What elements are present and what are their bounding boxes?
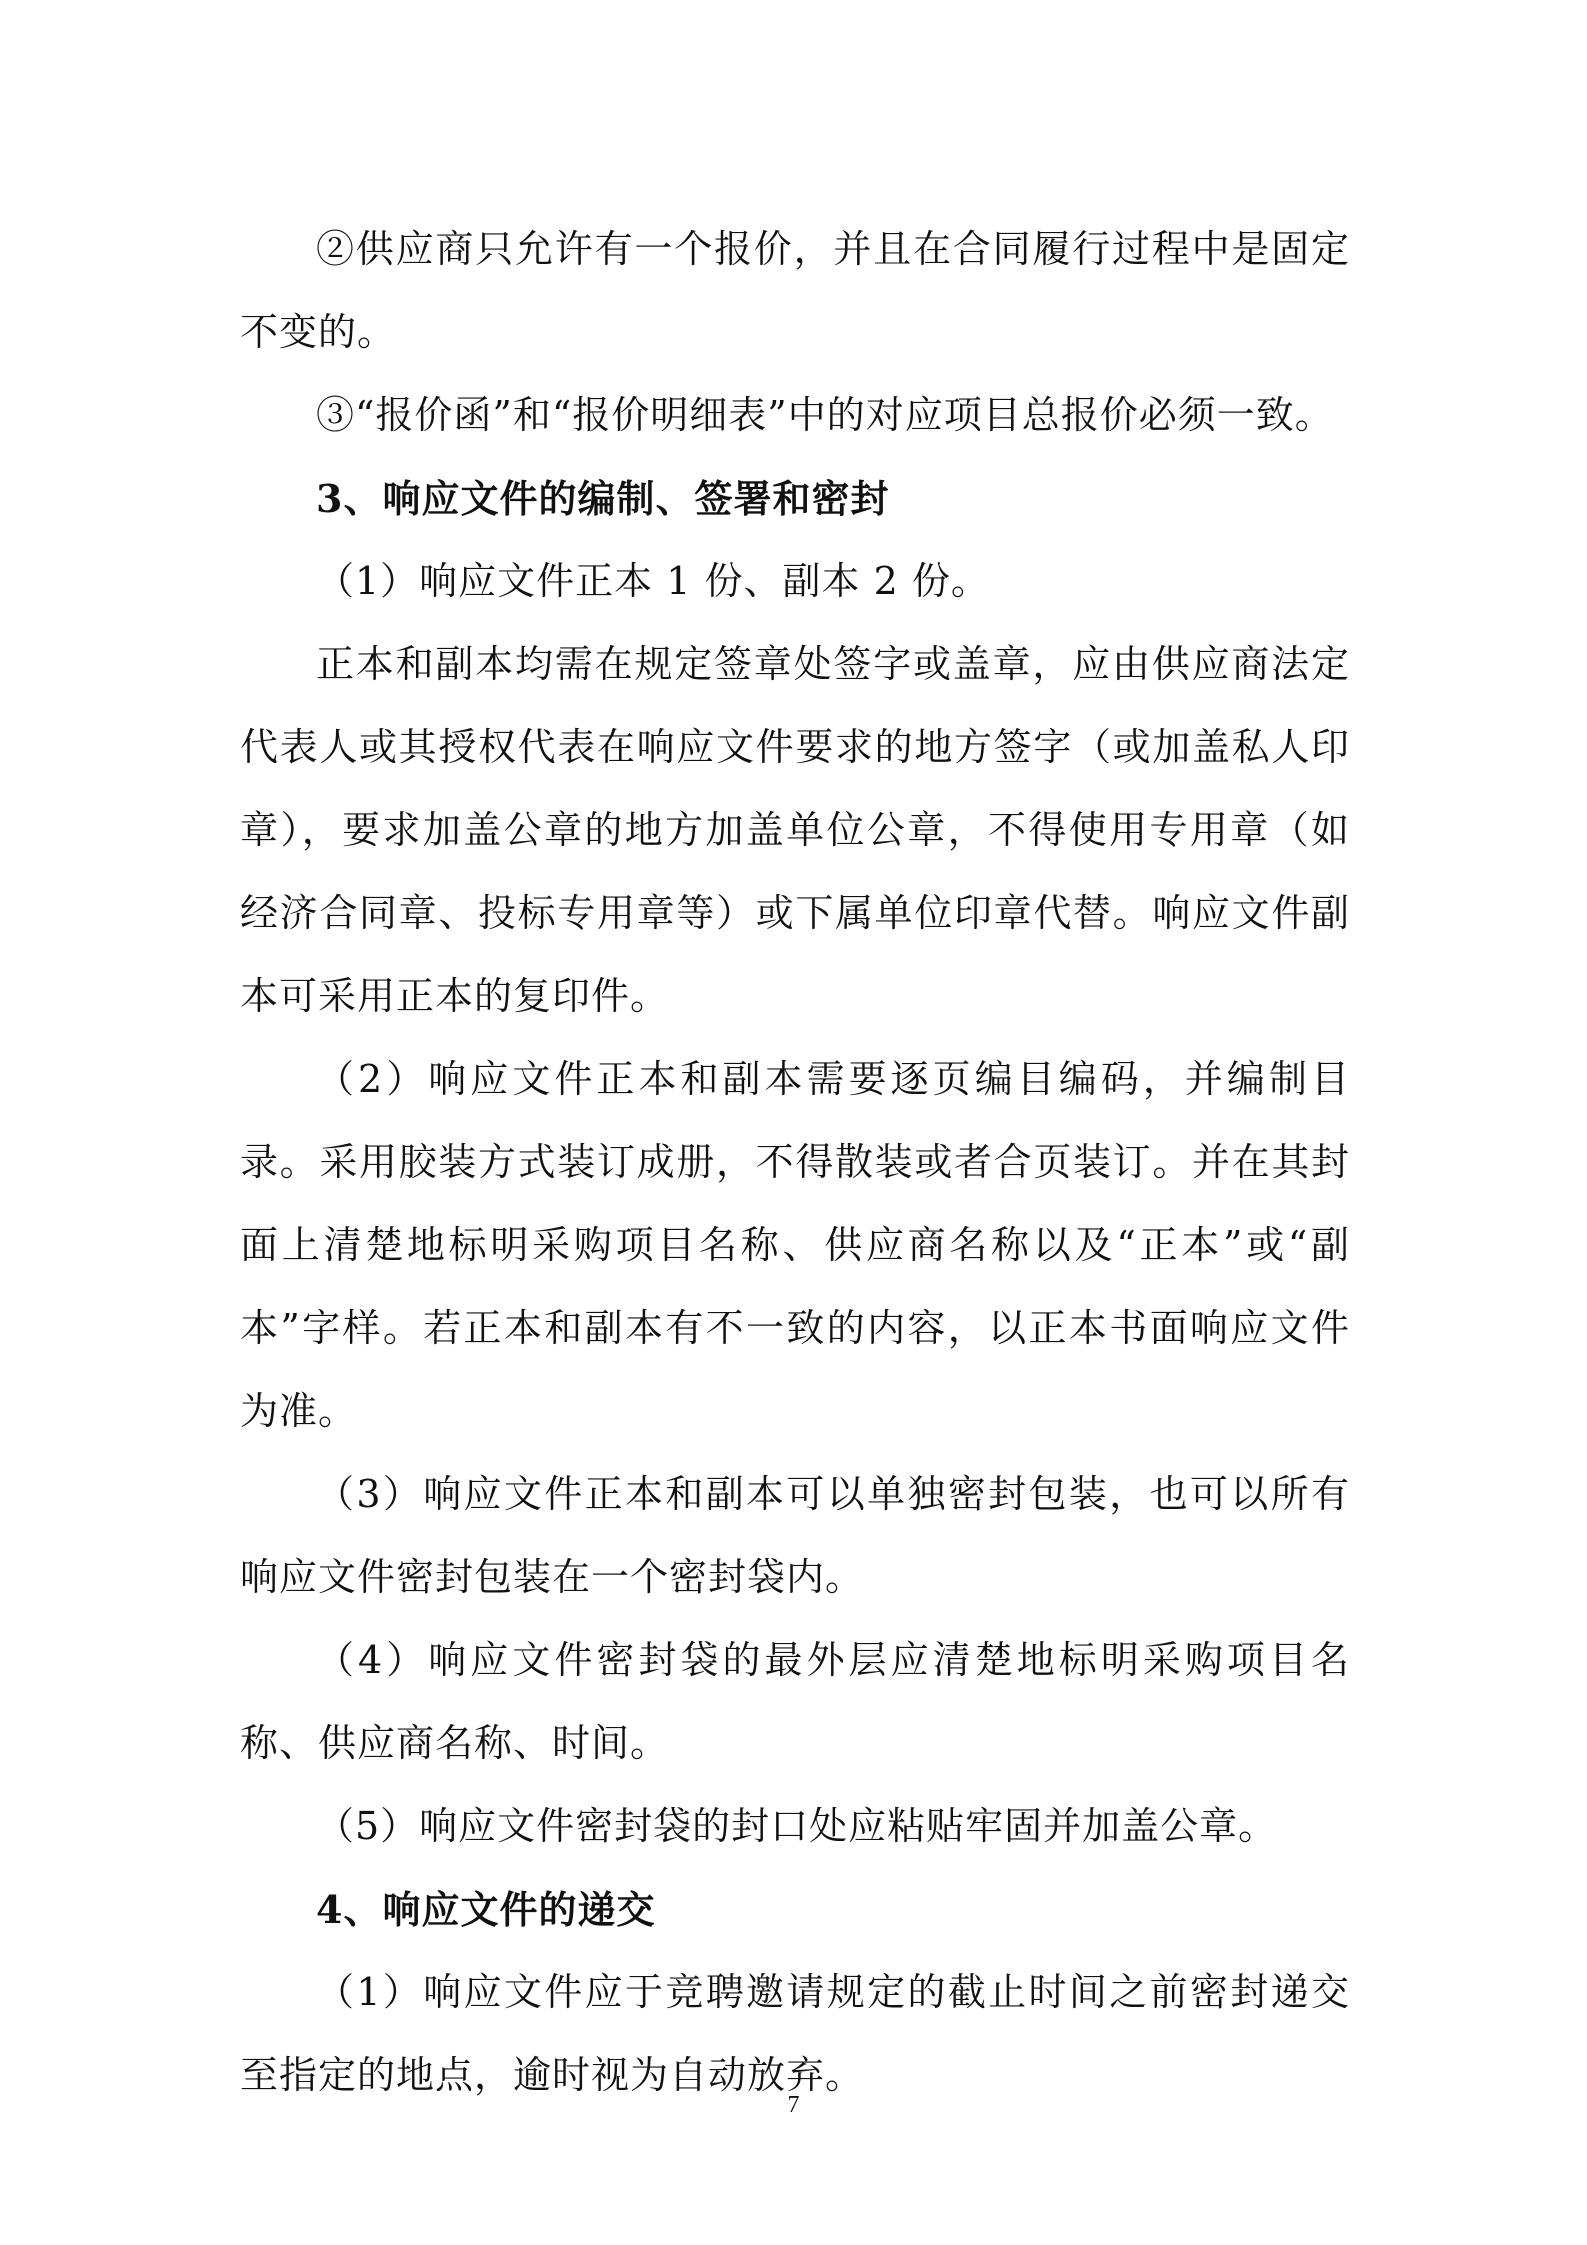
paragraph-quote-consistency: ③“报价函”和“报价明细表”中的对应项目总报价必须一致。 (316, 393, 1334, 437)
document-body (240, 208, 1350, 2117)
paragraph-submission-deadline: （1）响应文件应于竞聘邀请规定的截止时间之前密封递交至指定的地点，逾时视为自动放弃。 (240, 1970, 1350, 2097)
section-heading-submission: 4、响应文件的递交 (316, 1887, 656, 1932)
paragraph-signing-rules: 正本和副本均需在规定签章处签字或盖章，应由供应商法定代表人或其授权代表在响应文件要求的地方签字（或加盖私人印章），要求加盖公章的地方加盖单位公章，不得使用专用章（如经济合同章、投标专用章等）或下属单位印章代替。响应文件副本可采用正本的复印件。 (240, 642, 1350, 1018)
paragraph-copies-count: （1）响应文件正本 1 份、副本 2 份。 (316, 559, 990, 603)
paragraph-binding-rules: （2）响应文件正本和副本需要逐页编目编码，并编制目录。采用胶装方式装订成册，不得散装或者合页装订。并在其封面上清楚地标明采购项目名称、供应商名称以及“正本”或“副本”字样。若正本和副本有不一致的内容，以正本书面响应文件为准。 (240, 1057, 1350, 1433)
page-number: 7 (787, 2092, 800, 2118)
section-heading-preparation: 3、响应文件的编制、签署和密封 (316, 476, 890, 521)
paragraph-sealing-package: （3）响应文件正本和副本可以单独密封包装，也可以所有响应文件密封包装在一个密封袋内。 (240, 1472, 1350, 1599)
paragraph-quote-fixed: ②供应商只允许有一个报价，并且在合同履行过程中是固定不变的。 (240, 227, 1350, 354)
paragraph-envelope-seal: （5）响应文件密封袋的封口处应粘贴牢固并加盖公章。 (316, 1804, 1278, 1848)
paragraph-envelope-label: （4）响应文件密封袋的最外层应清楚地标明采购项目名称、供应商名称、时间。 (240, 1638, 1350, 1765)
